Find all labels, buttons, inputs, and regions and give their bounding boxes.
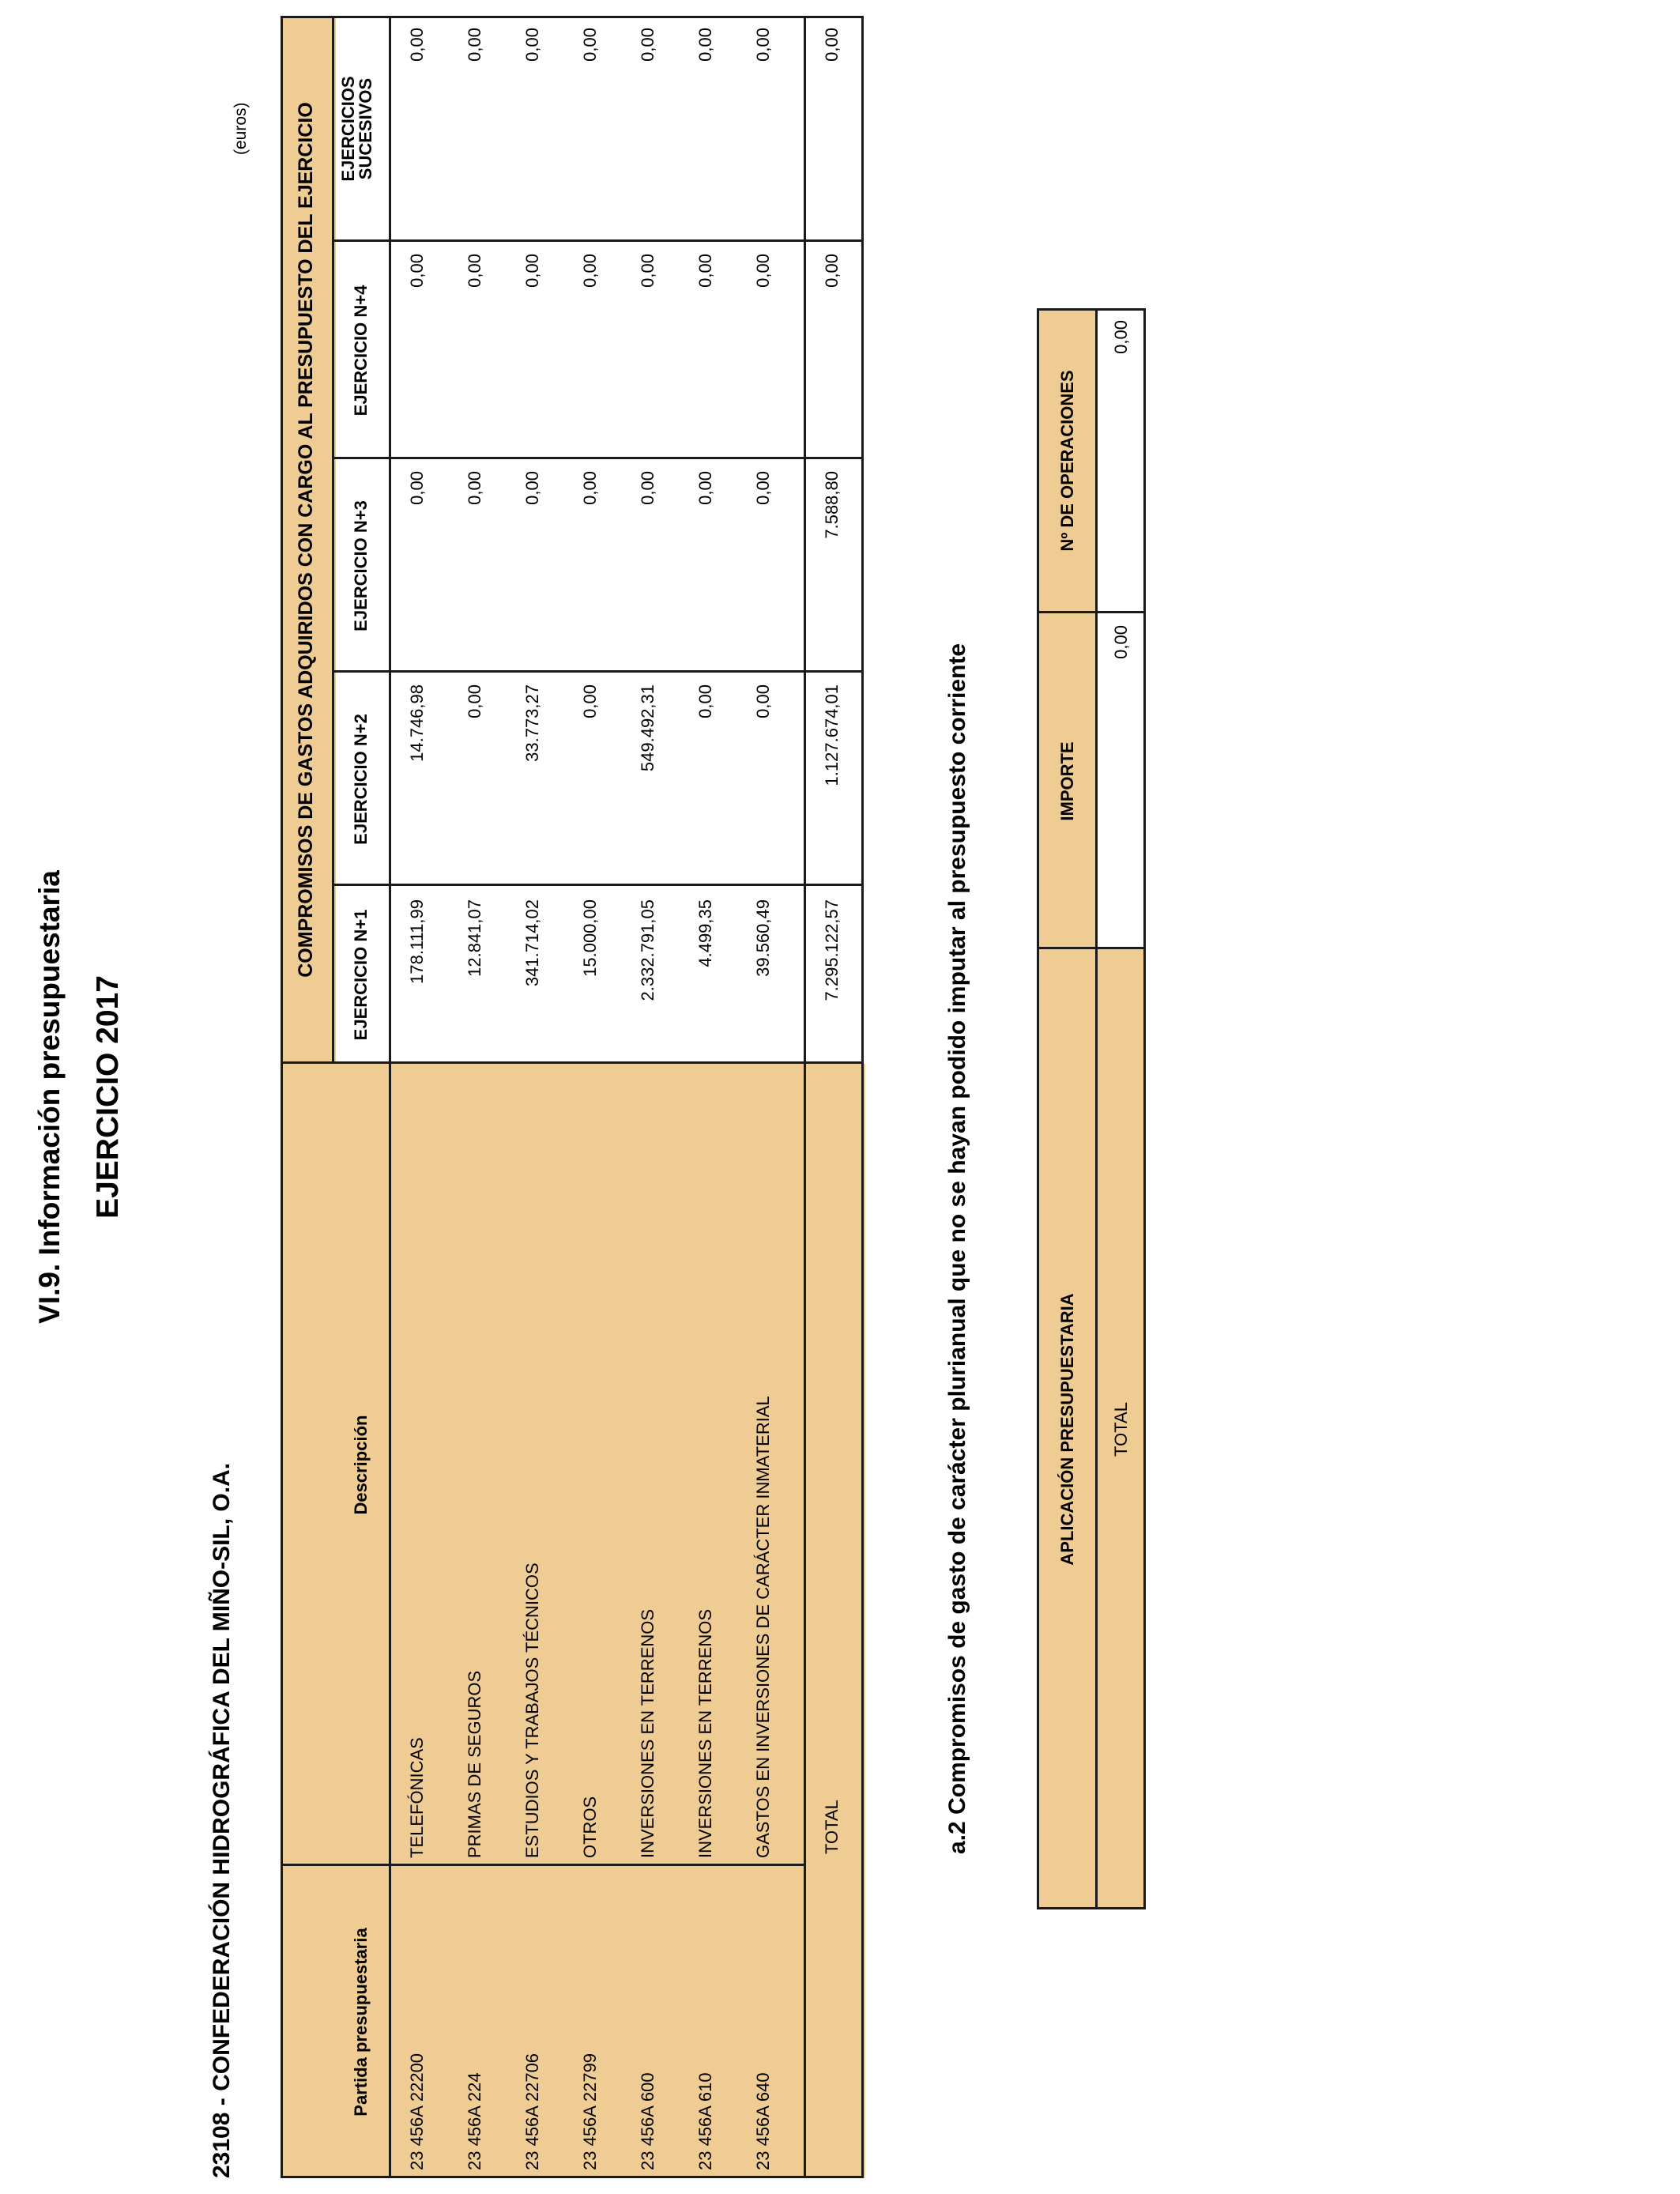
cell-n4: 0,00: [407, 254, 427, 288]
col-header-n1: EJERCICIO N+1: [351, 909, 371, 1041]
col-header-sucesivos: [340, 16, 375, 242]
col-header-descripcion: Descripción: [351, 1415, 371, 1515]
cell-n4: 0,00: [465, 254, 484, 288]
total-label: TOTAL: [822, 1800, 842, 1854]
cell-n3: 0,00: [580, 471, 600, 505]
cell-partida: 23 456A 22706: [522, 2053, 542, 2170]
cell-n4: 0,00: [695, 254, 715, 288]
cell-n1: 2.332.791,05: [638, 899, 657, 1001]
total-sucesivos: 0,00: [822, 28, 842, 62]
cell-n3: 0,00: [407, 471, 427, 505]
cell-n3: 0,00: [638, 471, 657, 505]
cell-descripcion: INVERSIONES EN TERRENOS: [695, 1609, 715, 1858]
table2-total-importe: 0,00: [1111, 625, 1131, 659]
table2-total-operaciones: 0,00: [1111, 320, 1131, 354]
cell-n4: 0,00: [580, 254, 600, 288]
section-title-a2: a.2 Compromisos de gasto de carácter plurianual que no se hayan podido imputar al presupuesto corriente: [944, 643, 970, 1854]
col-header-n2: EJERCICIO N+2: [351, 714, 371, 845]
cell-sucesivos: 0,00: [695, 28, 715, 62]
page-subtitle: EJERCICIO 2017: [91, 975, 125, 1219]
cell-n1: 12.841,07: [465, 899, 484, 977]
cell-n3: 0,00: [522, 471, 542, 505]
col-header-n4: EJERCICIO N+4: [351, 285, 371, 417]
col-header-operaciones: Nº DE OPERACIONES: [1057, 370, 1077, 552]
cell-descripcion: INVERSIONES EN TERRENOS: [638, 1609, 657, 1858]
cell-sucesivos: 0,00: [522, 28, 542, 62]
cell-descripcion: ESTUDIOS Y TRABAJOS TÉCNICOS: [522, 1563, 542, 1858]
cell-partida: 23 456A 600: [638, 2072, 657, 2170]
cell-partida: 23 456A 224: [465, 2072, 484, 2170]
cell-n3: 0,00: [753, 471, 773, 505]
cell-n1: 4.499,35: [695, 899, 715, 967]
col-header-partida: Partida presupuestaria: [351, 1928, 371, 2117]
cell-n4: 0,00: [753, 254, 773, 288]
table2-total-label: TOTAL: [1111, 1402, 1131, 1457]
cell-sucesivos: 0,00: [638, 28, 657, 62]
cell-partida: 23 456A 640: [753, 2072, 773, 2170]
cell-n2: 0,00: [695, 684, 715, 718]
cell-n3: 0,00: [465, 471, 484, 505]
cell-n4: 0,00: [638, 254, 657, 288]
entity-name: 23108 - CONFEDERACIÓN HIDROGRÁFICA DEL MIÑO-SIL, O.A.: [209, 1462, 235, 2178]
cell-n2: 549.492,31: [638, 684, 657, 772]
cell-n2: 0,00: [753, 684, 773, 718]
cell-descripcion: OTROS: [580, 1796, 600, 1858]
cell-n3: 0,00: [695, 471, 715, 505]
col-header-n3: EJERCICIO N+3: [351, 500, 371, 631]
cell-n4: 0,00: [522, 254, 542, 288]
cell-n2: 33.773,27: [522, 684, 542, 762]
page-title: VI.9. Información presupuestaria: [33, 870, 66, 1324]
cell-partida: 23 456A 22200: [407, 2053, 427, 2170]
cell-n1: 341.714,02: [522, 899, 542, 987]
cell-sucesivos: 0,00: [407, 28, 427, 62]
cell-partida: 23 456A 22799: [580, 2053, 600, 2170]
cell-sucesivos: 0,00: [580, 28, 600, 62]
col-header-sucesivos-line1: EJERCICIOS: [338, 76, 358, 182]
total-n1: 7.295.122,57: [822, 899, 842, 1001]
col-header-importe: IMPORTE: [1057, 741, 1077, 821]
header-group-title: COMPROMISOS DE GASTOS ADQUIRIDOS CON CARGO AL PRESUPUESTO DEL EJERCICIO: [295, 102, 317, 978]
cell-sucesivos: 0,00: [753, 28, 773, 62]
cell-partida: 23 456A 610: [695, 2072, 715, 2170]
cell-n2: 0,00: [580, 684, 600, 718]
cell-n1: 178.111,99: [407, 899, 427, 984]
cell-n2: 0,00: [465, 684, 484, 718]
total-n4: 0,00: [822, 254, 842, 288]
col-header-sucesivos-line2: SUCESIVOS: [356, 77, 375, 180]
cell-descripcion: GASTOS EN INVERSIONES DE CARÁCTER INMATERIAL: [753, 1396, 773, 1858]
cell-n2: 14.746,98: [407, 684, 427, 762]
cell-n1: 39.560,49: [753, 899, 773, 977]
cell-sucesivos: 0,00: [465, 28, 484, 62]
cell-n1: 15.000,00: [580, 899, 600, 977]
col-header-aplicacion: APLICACIÓN PRESUPUESTARIA: [1057, 1293, 1077, 1566]
total-n2: 1.127.674,01: [822, 684, 842, 786]
cell-descripcion: PRIMAS DE SEGUROS: [465, 1670, 484, 1858]
total-n3: 7.588,80: [822, 471, 842, 539]
cell-descripcion: TELEFÓNICAS: [407, 1737, 427, 1858]
units-label: (euros): [232, 102, 250, 155]
